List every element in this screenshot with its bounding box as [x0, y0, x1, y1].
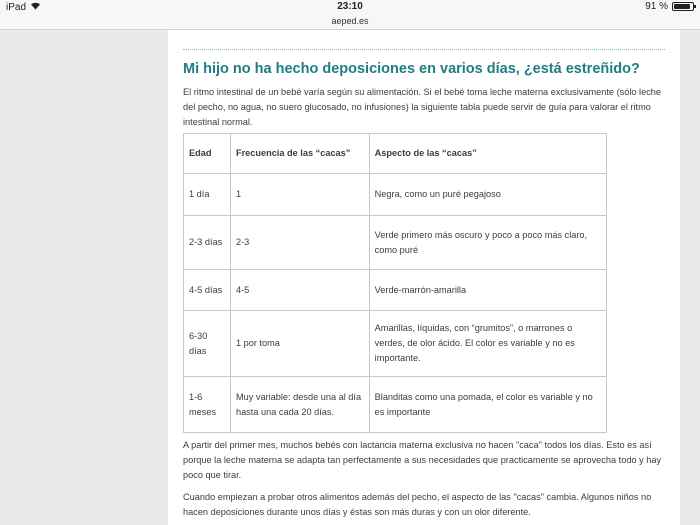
- table-header-row: [184, 134, 607, 174]
- cell-aspecto: Verde primero más oscuro y poco a poco más claro, como puré: [369, 216, 606, 270]
- table-row: [184, 377, 607, 433]
- body-paragraph-1: A partir del primer mes, muchos bebés con lactancia materna exclusiva no hacen "caca" todos los días. Esto es así porque la leche materna se adapta tan perfectamente a sus necesidades que practicamente se aprovecha todo y hay poco que tirar.: [183, 440, 662, 480]
- divider: [183, 49, 665, 50]
- header-aspecto: Aspecto de las “cacas”: [369, 134, 606, 174]
- table-row: [184, 311, 607, 377]
- article-content: [168, 30, 680, 525]
- intro-paragraph: El ritmo intestinal de un bebé varía según su alimentación. Si el bebé toma leche materna exclusivamente (sólo leche del pecho, no agua, no suero glucosado, no infusiones) la siguiente tabla puede servir de guía para valorar el ritmo intestinal normal.: [183, 87, 662, 127]
- address-bar[interactable]: aeped.es: [0, 14, 700, 30]
- cell-frecuencia: 4-5: [230, 270, 369, 311]
- header-edad: Edad: [184, 134, 231, 174]
- clock: 23:10: [337, 1, 363, 12]
- status-bar: [0, 0, 700, 14]
- table-row: [184, 216, 607, 270]
- cell-aspecto: Blanditas como una pomada, el color es variable y no es importante: [369, 377, 606, 433]
- cell-edad: 4-5 días: [184, 270, 231, 311]
- cell-edad: 2-3 días: [184, 216, 231, 270]
- cell-frecuencia: 1: [230, 174, 369, 216]
- status-right: [645, 1, 694, 12]
- cell-edad: 1-6 meses: [184, 377, 231, 433]
- article-heading: Mi hijo no ha hecho deposiciones en varios días, ¿está estreñido?: [183, 61, 640, 77]
- cell-aspecto: Negra, como un puré pegajoso: [369, 174, 606, 216]
- table-row: [184, 270, 607, 311]
- cell-edad: 1 día: [184, 174, 231, 216]
- battery-icon: [672, 2, 694, 11]
- battery-fill: [674, 4, 690, 9]
- battery-percent: 91 %: [645, 1, 668, 12]
- cell-aspecto: Amarillas, líquidas, con “grumitos”, o marrones o verdes, de olor ácido. El color es variable y no es importante.: [369, 311, 606, 377]
- cell-frecuencia: 2-3: [230, 216, 369, 270]
- stool-table: [183, 133, 607, 433]
- table-row: [184, 174, 607, 216]
- device-name: iPad: [6, 1, 27, 13]
- cell-aspecto: Verde-marrón-amarilla: [369, 270, 606, 311]
- body-paragraph-2: Cuando empiezan a probar otros alimentos además del pecho, el aspecto de las "cacas" cambia. Algunos niños no hacen deposiciones durante unos días y éstas son más duras y con un olor diferente.: [183, 492, 652, 517]
- cell-frecuencia: Muy variable: desde una al día hasta una cada 20 días.: [230, 377, 369, 433]
- cell-edad: 6-30 días: [184, 311, 231, 377]
- cell-frecuencia: 1 por toma: [230, 311, 369, 377]
- header-frecuencia: Frecuencia de las “cacas”: [230, 134, 369, 174]
